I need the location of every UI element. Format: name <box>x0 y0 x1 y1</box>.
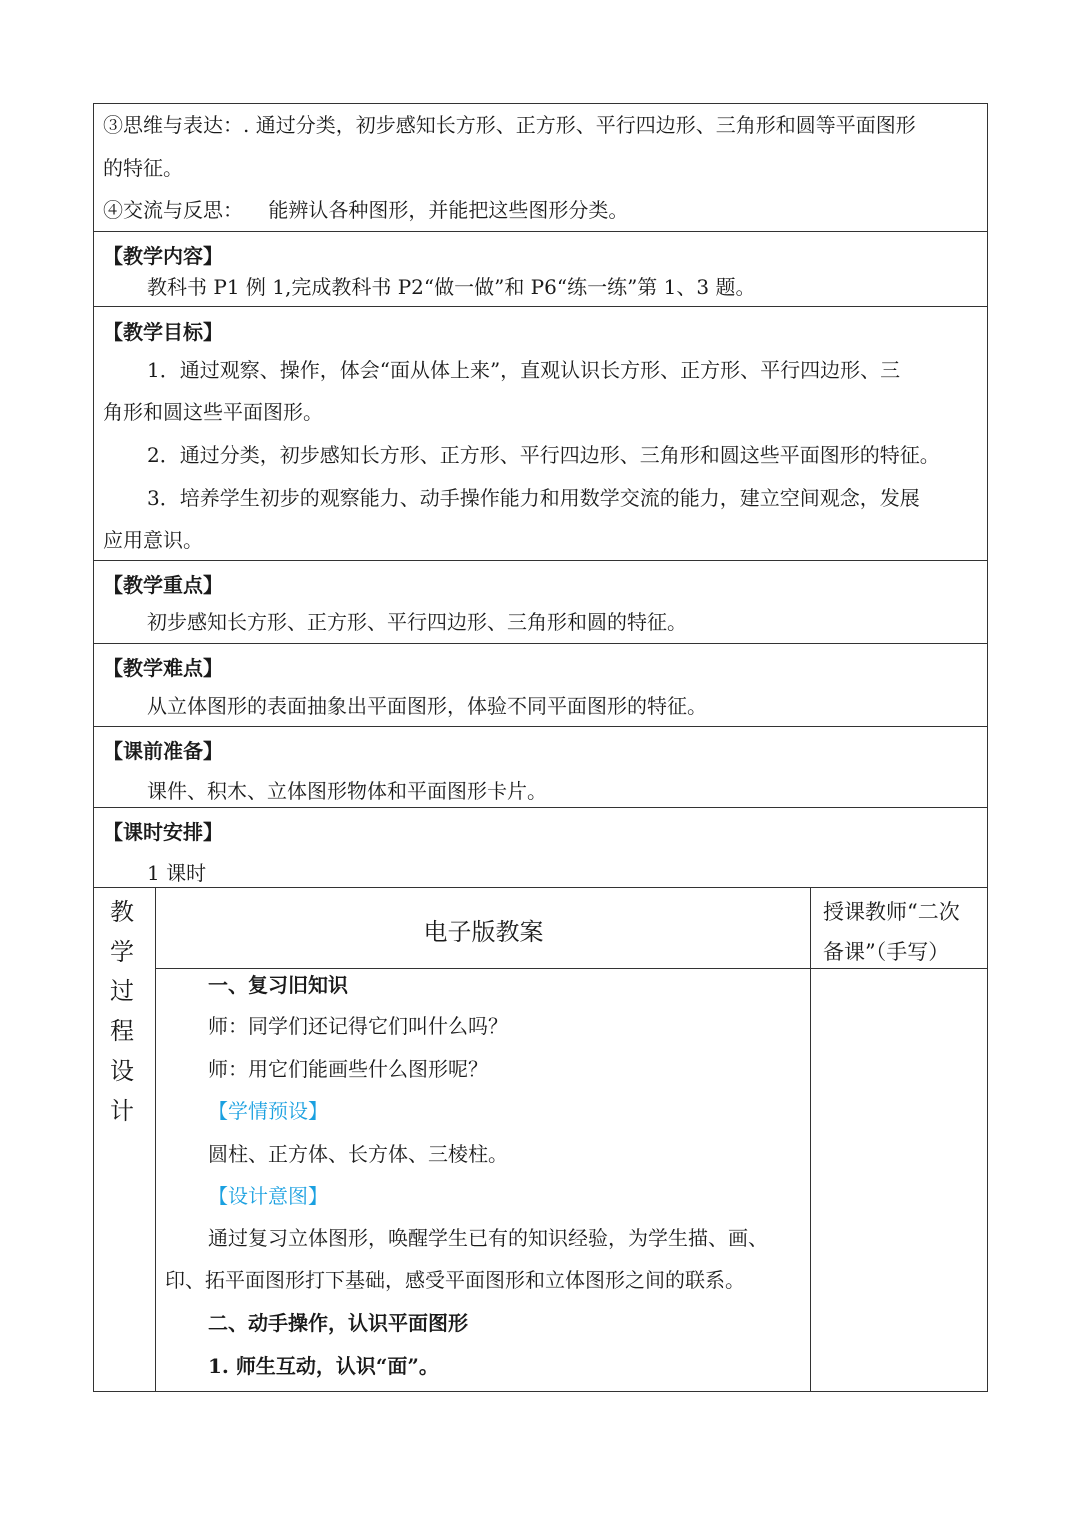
objective-4-line: ④交流与反思： 能辨认各种图形，并能把这些图形分类。 <box>103 198 629 222</box>
lesson-plan-table <box>93 103 988 1392</box>
hands-on-step-1: 1. 师生互动，认识“面”。 <box>208 1354 439 1378</box>
process-header-divider <box>155 968 987 969</box>
difficulty-section <box>94 644 987 727</box>
teaching-content-section <box>94 232 987 307</box>
design-intent-line-1: 通过复习立体图形，唤醒学生已有的知识经验，为学生描、画、 <box>208 1226 768 1250</box>
difficulty-heading: 【教学难点】 <box>103 656 223 680</box>
key-points-heading: 【教学重点】 <box>103 573 223 597</box>
process-column-divider-left <box>155 888 156 1391</box>
process-column-divider-right <box>810 888 811 1391</box>
process-label-char: 程 <box>110 1017 134 1045</box>
goal-3-line-2: 应用意识。 <box>103 528 203 552</box>
teaching-content-heading: 【教学内容】 <box>103 244 223 268</box>
goal-1-line-1: 1．通过观察、操作，体会“面从体上来”，直观认识长方形、正方形、平行四边形、三 <box>147 358 901 382</box>
objective-3-line-1: ③思维与表达：. 通过分类，初步感知长方形、正方形、平行四边形、三角形和圆等平面图形 <box>103 113 916 137</box>
preparation-section <box>94 727 987 808</box>
schedule-section <box>94 808 987 888</box>
goal-3-line-1: 3．培养学生初步的观察能力、动手操作能力和用数学交流的能力，建立空间观念，发展 <box>147 486 920 510</box>
review-heading: 一、复习旧知识 <box>208 973 348 997</box>
teaching-content-text: 教科书 P1 例 1,完成教科书 P2“做一做”和 P6“练一练”第 1、3 题。 <box>147 275 756 299</box>
hands-on-heading: 二、动手操作，认识平面图形 <box>208 1311 468 1335</box>
design-intent-line-2: 印、拓平面图形打下基础，感受平面图形和立体图形之间的联系。 <box>165 1268 745 1292</box>
teacher-question-2: 师：用它们能画些什么图形呢？ <box>208 1057 488 1081</box>
handwritten-column-title-line-1: 授课教师“二次 <box>823 900 960 924</box>
student-prediction-heading: 【学情预设】 <box>208 1099 328 1123</box>
design-intent-heading: 【设计意图】 <box>208 1184 328 1208</box>
process-label-char: 教 <box>110 898 134 926</box>
goal-1-line-2: 角形和圆这些平面图形。 <box>103 400 323 424</box>
preparation-text: 课件、积木、立体图形物体和平面图形卡片。 <box>147 779 547 803</box>
difficulty-text: 从立体图形的表面抽象出平面图形，体验不同平面图形的特征。 <box>147 694 707 718</box>
process-label-char: 计 <box>110 1097 134 1125</box>
preparation-heading: 【课前准备】 <box>103 739 223 763</box>
process-label-char: 学 <box>110 938 134 966</box>
electronic-lesson-plan-title: 电子版教案 <box>423 918 544 946</box>
process-label-char: 过 <box>110 977 134 1005</box>
teacher-question-1: 师：同学们还记得它们叫什么吗？ <box>208 1014 508 1038</box>
objectives-continued-section <box>94 104 987 232</box>
process-label-char: 设 <box>110 1057 134 1085</box>
key-points-section <box>94 561 987 644</box>
objective-3-line-2: 的特征。 <box>103 156 183 180</box>
key-points-text: 初步感知长方形、正方形、平行四边形、三角形和圆的特征。 <box>147 610 687 634</box>
schedule-text: 1 课时 <box>147 861 207 885</box>
teaching-goals-section <box>94 307 987 561</box>
handwritten-column-title-line-2: 备课”（手写） <box>823 940 950 964</box>
goal-2-line: 2．通过分类，初步感知长方形、正方形、平行四边形、三角形和圆这些平面图形的特征。 <box>147 443 940 467</box>
teaching-goals-heading: 【教学目标】 <box>103 320 223 344</box>
student-prediction-text: 圆柱、正方体、长方体、三棱柱。 <box>208 1142 508 1166</box>
schedule-heading: 【课时安排】 <box>103 820 223 844</box>
